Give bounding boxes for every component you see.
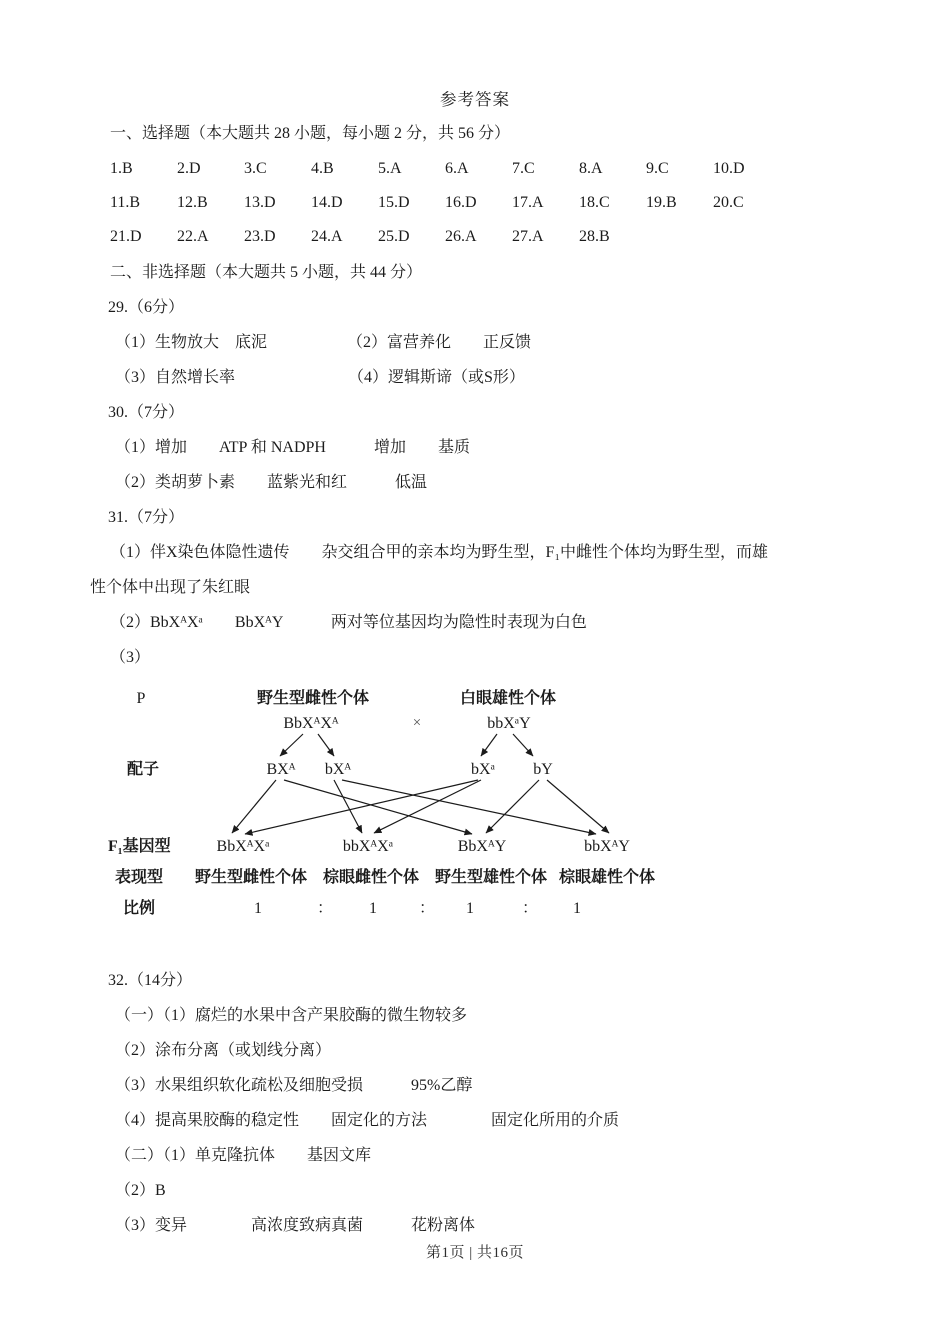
q31-answer-1: （1）伴X染色体隐性遗传 杂交组合甲的亲本均为野生型，F₁中雌性个体均为野生型，而雄 <box>110 544 769 561</box>
genetic-cross-diagram <box>0 670 950 925</box>
q30-answer-1: （1）增加 ATP 和 NADPH 增加 基质 <box>115 439 470 456</box>
q31-answer-2: （2）BbXᴬXᵃ BbXᴬY 两对等位基因均为隐性时表现为白色 <box>110 614 587 631</box>
q30-number: 30.（7分） <box>108 404 185 421</box>
answer-cell: 25.D <box>378 228 410 245</box>
answer-cell: 14.D <box>311 194 343 211</box>
gamete-4: bY <box>533 761 553 778</box>
q29-answer-2: （2）富营养化 正反馈 <box>347 334 532 351</box>
ratio-value-3: 1 <box>466 900 474 917</box>
answer-cell: 2.D <box>177 160 201 177</box>
cross-line-BXA-to-f1-1 <box>232 780 276 833</box>
father-phenotype-label: 白眼雄性个体 <box>459 690 557 707</box>
page-footer: 第1页 | 共16页 <box>425 1245 524 1261</box>
answer-cell: 20.C <box>713 194 744 211</box>
answer-cell: 23.D <box>244 228 276 245</box>
ratio-value-4: 1 <box>573 900 581 917</box>
f1-genotype-2: bbXᴬXᵃ <box>342 838 394 855</box>
answer-cell: 9.C <box>646 160 669 177</box>
answer-row <box>0 194 950 214</box>
answer-cell: 19.B <box>646 194 677 211</box>
answer-cell: 16.D <box>445 194 477 211</box>
q29-answer-4: （4）逻辑斯谛（或S形） <box>348 369 525 386</box>
section-free-heading: 二、非选择题（本大题共 5 小题，共 44 分） <box>110 264 423 281</box>
answer-cell: 26.A <box>445 228 477 245</box>
answer-row <box>0 228 950 248</box>
answer-cell: 8.A <box>579 160 603 177</box>
mother-genotype: BbXᴬXᴬ <box>283 715 339 732</box>
answer-cell: 5.A <box>378 160 402 177</box>
answer-cell: 27.A <box>512 228 544 245</box>
q32-part1-answer-1: （一）（1）腐烂的水果中含产果胶酶的微生物较多 <box>115 1007 468 1024</box>
q29-number: 29.（6分） <box>108 299 185 316</box>
arrow-father-gamete-2 <box>513 734 533 756</box>
answer-cell: 10.D <box>713 160 745 177</box>
answer-cell: 11.B <box>110 194 141 211</box>
f1-genotype-1: BbXᴬXᵃ <box>216 838 270 855</box>
q29-answer-3: （3）自然增长率 <box>115 369 236 386</box>
ratio-label: 比例 <box>122 900 156 917</box>
q32-part2-answer-1: （二）（1）单克隆抗体 基因文库 <box>115 1147 372 1164</box>
q32-part1-answer-3: （3）水果组织软化疏松及细胞受损 95%乙醇 <box>115 1077 473 1094</box>
cross-line-bY-to-f1-3 <box>486 780 539 833</box>
answer-cell: 1.B <box>110 160 133 177</box>
gamete-1: BXᴬ <box>266 761 296 778</box>
answer-cell: 17.A <box>512 194 544 211</box>
q32-part2-answer-2: （2）B <box>115 1182 166 1199</box>
section-choice-heading: 一、选择题（本大题共 28 小题，每小题 2 分，共 56 分） <box>110 125 511 142</box>
arrow-mother-gamete-1 <box>280 734 303 756</box>
f1-genotype-3: BbXᴬY <box>457 838 507 855</box>
answer-cell: 12.B <box>177 194 208 211</box>
answer-cell: 3.C <box>244 160 267 177</box>
page-title: 参考答案 <box>440 90 510 109</box>
f1-phenotype-1: 野生型雌性个体 <box>194 869 308 886</box>
f1-phenotype-2: 棕眼雌性个体 <box>322 869 420 886</box>
answer-cell: 22.A <box>177 228 209 245</box>
arrow-mother-gamete-2 <box>318 734 334 756</box>
answer-cell: 28.B <box>579 228 610 245</box>
mother-phenotype-label: 野生型雌性个体 <box>256 690 370 707</box>
q31-answer-3-label: （3） <box>110 649 151 666</box>
f1-genotype-label: F₁基因型 <box>108 838 171 855</box>
ratio-colon: ： <box>316 900 334 917</box>
f1-phenotype-3: 野生型雄性个体 <box>434 869 548 886</box>
p-generation-label: P <box>136 690 146 707</box>
answer-cell: 21.D <box>110 228 142 245</box>
phenotype-label: 表现型 <box>114 869 164 886</box>
q32-number: 32.（14分） <box>108 972 193 989</box>
q29-answer-1: （1）生物放大 底泥 <box>115 334 268 351</box>
ratio-value-2: 1 <box>369 900 377 917</box>
q31-answer-1-cont: 性个体中出现了朱红眼 <box>90 579 251 596</box>
answer-row <box>0 160 950 180</box>
answer-cell: 4.B <box>311 160 334 177</box>
answer-cell: 13.D <box>244 194 276 211</box>
ratio-value-1: 1 <box>254 900 262 917</box>
cross-symbol: × <box>412 715 422 731</box>
gamete-3: bXᵃ <box>471 761 495 778</box>
answer-cell: 15.D <box>378 194 410 211</box>
gametes-label: 配子 <box>126 761 160 778</box>
ratio-colon: ： <box>418 900 436 917</box>
ratio-colon: ： <box>521 900 539 917</box>
arrow-father-gamete-1 <box>481 734 497 756</box>
q32-part1-answer-2: （2）涂布分离（或划线分离） <box>115 1042 332 1059</box>
cross-line-bXA-to-f1-2 <box>334 780 362 833</box>
father-genotype: bbXᵃY <box>487 715 531 732</box>
f1-genotype-4: bbXᴬY <box>584 838 630 855</box>
q31-number: 31.（7分） <box>108 509 185 526</box>
answer-cell: 24.A <box>311 228 343 245</box>
answer-cell: 6.A <box>445 160 469 177</box>
f1-phenotype-4: 棕眼雄性个体 <box>558 869 656 886</box>
gamete-2: bXᴬ <box>324 761 352 778</box>
q32-part2-answer-3: （3）变异 高浓度致病真菌 花粉离体 <box>115 1217 476 1234</box>
q32-part1-answer-4: （4）提高果胶酶的稳定性 固定化的方法 固定化所用的介质 <box>115 1112 620 1129</box>
answer-cell: 18.C <box>579 194 610 211</box>
answer-cell: 7.C <box>512 160 535 177</box>
q30-answer-2: （2）类胡萝卜素 蓝紫光和红 低温 <box>115 474 428 491</box>
